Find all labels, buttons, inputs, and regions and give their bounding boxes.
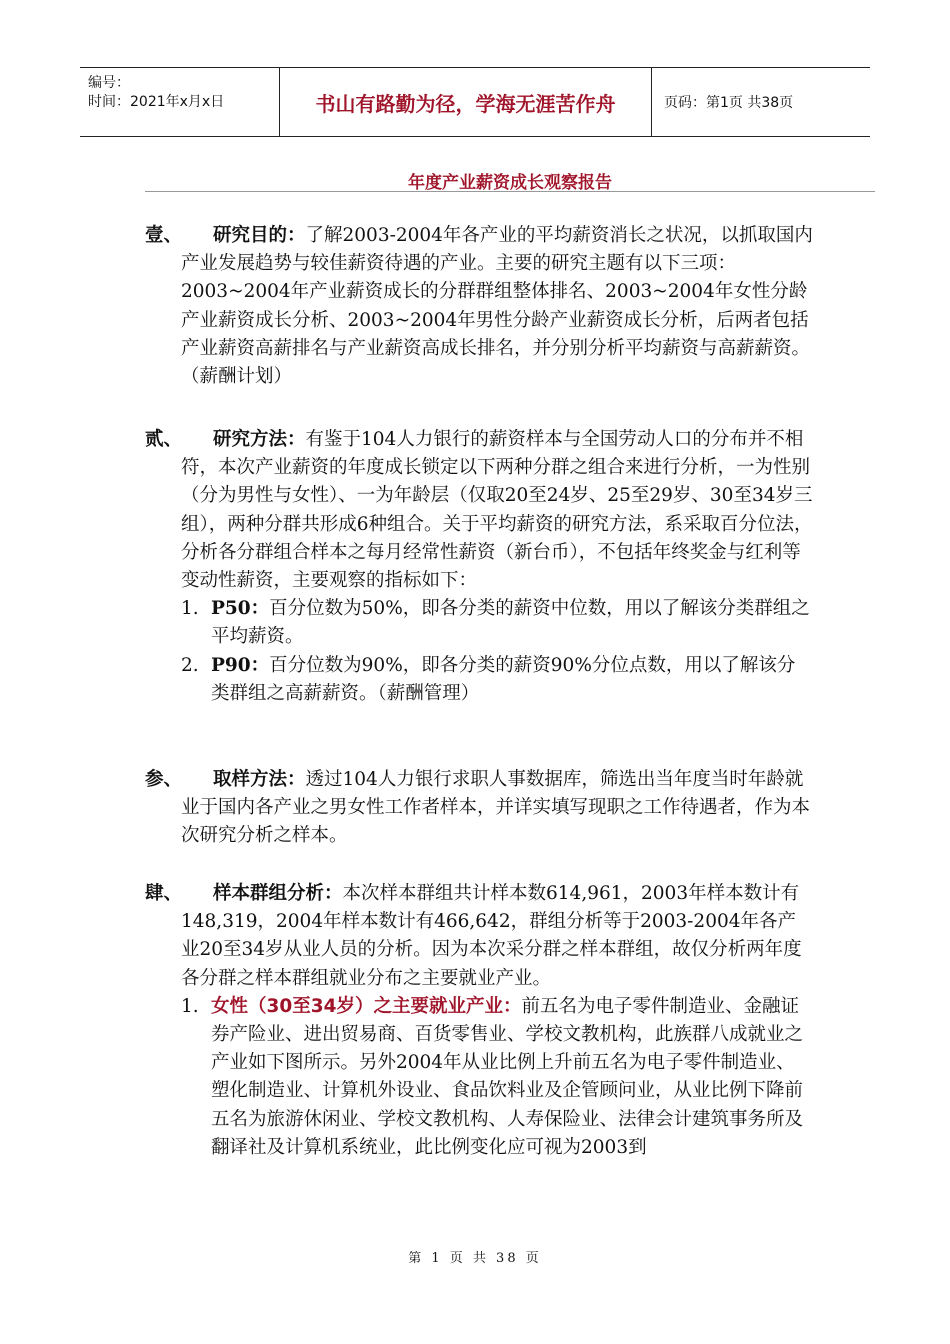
section-method [145, 426, 813, 708]
list-item-text: 前五名为电子零件制造业、金融证券产险业、进出贸易商、百货零售业、学校文教机构，此族群八成就业之产业如下图所示。另外2004年从业比例上升前五名为电子零件制造业、塑化制造业、计算机外设业、食品饮料业及企管顾问业，从业比例下降前五名为旅游休闲业、学校文教机构、人寿保险业、法律会计建筑事务所及翻译社及计算机系统业，此比例变化应可视为2003到 [211, 995, 804, 1158]
section-text: 本次样本群组共计样本数614,961，2003年样本数计有148,319，2004年样本数计有466,642，群组分析等于2003-2004年各产业20至34岁从业人员的分析。因为本次采分群之样本群组，故仅分析两年度各分群之样本群组就业分布之主要就业产业。 [181, 883, 802, 989]
document-title: 年度产业薪资成长观察报告 [408, 173, 612, 193]
list-item [181, 652, 813, 708]
section-purpose [145, 222, 813, 391]
page-footer: 第 1 页 共 38 页 [408, 1251, 542, 1266]
header-meta-cell [80, 68, 280, 136]
list-item-number: 1. [181, 995, 199, 1017]
section-heading: 研究方法： [213, 429, 306, 450]
header-page-info: 页码：第1页 共38页 [664, 95, 794, 111]
title-divider [145, 191, 875, 192]
list-item-text: 百分位数为90%，即各分类的薪资90%分位点数，用以了解该分类群组之高薪薪资。（薪酬管理） [211, 654, 796, 704]
section-text: 有鉴于104人力银行的薪资样本与全国劳动人口的分布并不相符，本次产业薪资的年度成长锁定以下两种分群之组合来进行分析，一为性别（分为男性与女性）、一为年龄层（仅取20至24岁、25至29岁、30至34岁三组），两种分群共形成6种组合。关于平均薪资的研究方法，系采取百分位法，分析各分群组合样本之每月经常性薪资（新台币），不包括年终奖金与红利等变动性薪资，主要观察的指标如下： [181, 429, 813, 592]
list-item-key: P50： [211, 598, 270, 620]
list-item-text: 百分位数为50%，即各分类的薪资中位数，用以了解该分类群组之平均薪资。 [211, 598, 810, 648]
section-sample-analysis [145, 880, 813, 1162]
section-number: 贰、 [145, 429, 183, 450]
section-heading: 取样方法： [213, 769, 306, 790]
section-number: 参、 [145, 769, 183, 790]
list-item [181, 595, 813, 651]
section-heading: 研究目的： [213, 225, 306, 246]
section-number: 肆、 [145, 883, 183, 904]
section-sampling [145, 766, 813, 851]
section-text: 透过104人力银行求职人事数据库，筛选出当年度当时年龄就业于国内各产业之男女性工作者样本，并详实填写现职之工作待遇者，作为本次研究分析之样本。 [181, 769, 811, 847]
section-text: 了解2003-2004年各产业的平均薪资消长之状况，以抓取国内产业发展趋势与较佳薪资待遇的产业。主要的研究主题有以下三项：2003~2004年产业薪资成长的分群群组整体排名、2003~2004年女性分龄产业薪资成长分析、2003~2004年男性分龄产业薪资成长分析，后两者包括产业薪资高薪排名与产业薪资高成长排名，并分别分析平均薪资与高薪薪资。（薪酬计划） [181, 225, 813, 388]
code-label: 编号： [88, 75, 130, 91]
time-label: 时间：2021年x月x日 [88, 94, 225, 110]
list-item [181, 993, 813, 1162]
list-item-number: 1. [181, 598, 199, 620]
header-motto: 书山有路勤为径，学海无涯苦作舟 [280, 68, 652, 136]
list-item-key: 女性（30至34岁）之主要就业产业： [211, 995, 522, 1017]
list-item-key: P90： [211, 654, 270, 676]
section-number: 壹、 [145, 225, 183, 246]
section-heading: 样本群组分析： [213, 883, 343, 904]
list-item-number: 2. [181, 654, 199, 676]
page-header-table [80, 67, 870, 137]
